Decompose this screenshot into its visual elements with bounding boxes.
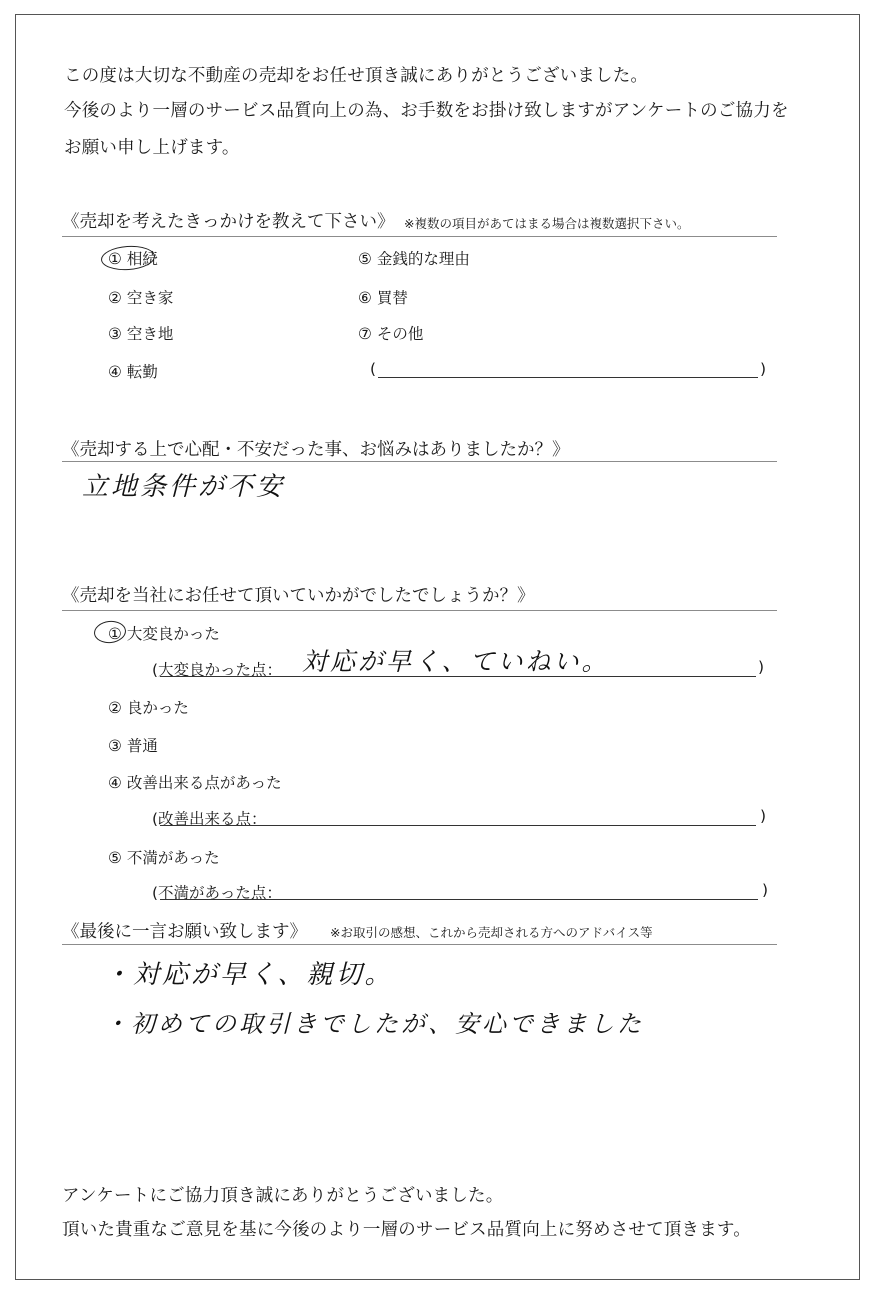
q4-note: ※お取引の感想、これから売却される方へのアドバイス等 (330, 925, 653, 940)
q3-option-5-close-paren: ) (762, 881, 769, 899)
q3-option-5-input-line[interactable] (160, 899, 758, 900)
q4-title: 《最後に一言お願い致します》 (62, 922, 307, 942)
q1-divider (62, 236, 777, 237)
q1-other-input-line[interactable] (378, 377, 758, 378)
q3-option-3[interactable]: ③ 普通 (108, 737, 158, 755)
q1-option-3[interactable]: ③ 空き地 (108, 325, 174, 343)
q3-option-4-close-paren: ) (760, 807, 767, 825)
q4-handwritten-answer-1: ・対応が早く、親切。 (104, 960, 394, 990)
footer-line-1: アンケートにご協力頂き誠にありがとうございました。 (62, 1186, 504, 1206)
q1-other-open-paren: ( (370, 360, 377, 378)
q1-note: ※複数の項目があてはまる場合は複数選択下さい。 (404, 216, 690, 231)
q3-option-5[interactable]: ⑤ 不満があった (108, 849, 220, 867)
q3-title: 《売却を当社にお任せて頂いていかがでしたでしょうか？》 (62, 586, 535, 606)
intro-line-1: この度は大切な不動産の売却をお任せ頂き誠にありがとうございました。 (64, 66, 649, 86)
intro-line-2: 今後のより一層のサービス品質向上の為、お手数をお掛け致しますがアンケートのご協力を (64, 101, 789, 121)
q3-option-1[interactable]: ① 大変良かった (108, 625, 220, 643)
q3-option-2[interactable]: ② 良かった (108, 699, 189, 717)
q3-option-1-handwritten-answer: 対応が早く、ていねい。 (302, 647, 610, 676)
q3-divider (62, 610, 777, 611)
q2-divider (62, 461, 777, 462)
q1-other-close-paren: ) (760, 360, 767, 378)
q2-handwritten-answer: 立地条件が不安 (82, 472, 286, 502)
q3-option-1-close-paren: ) (758, 658, 765, 676)
q1-option-2[interactable]: ② 空き家 (108, 289, 174, 307)
q3-option-1-label: (大変良かった点： (152, 661, 283, 679)
intro-line-3: お願い申し上げます。 (64, 138, 240, 158)
q1-option-7[interactable]: ⑦ その他 (358, 325, 424, 343)
q1-option-6[interactable]: ⑥ 買替 (358, 289, 408, 307)
q3-option-4[interactable]: ④ 改善出来る点があった (108, 774, 282, 792)
footer-line-2: 頂いた貴重なご意見を基に今後のより一層のサービス品質向上に努めさせて頂きます。 (62, 1220, 751, 1240)
q1-option-4[interactable]: ④ 転勤 (108, 363, 158, 381)
q4-handwritten-answer-2: ・初めての取引きでしたが、安心できました (104, 1010, 644, 1038)
q3-option-4-input-line[interactable] (160, 825, 756, 826)
q3-option-5-label: (不満があった点： (152, 884, 282, 902)
q1-title: 《売却を考えたきっかけを教えて下さい》 (62, 212, 395, 232)
q1-option-5[interactable]: ⑤ 金銭的な理由 (358, 250, 470, 268)
q4-divider (62, 944, 777, 945)
q2-title: 《売却する上で心配・不安だった事、お悩みはありましたか？》 (62, 440, 570, 460)
q1-option-1[interactable]: ① 相続 (108, 250, 158, 268)
q3-option-4-label: (改善出来る点： (152, 810, 267, 828)
